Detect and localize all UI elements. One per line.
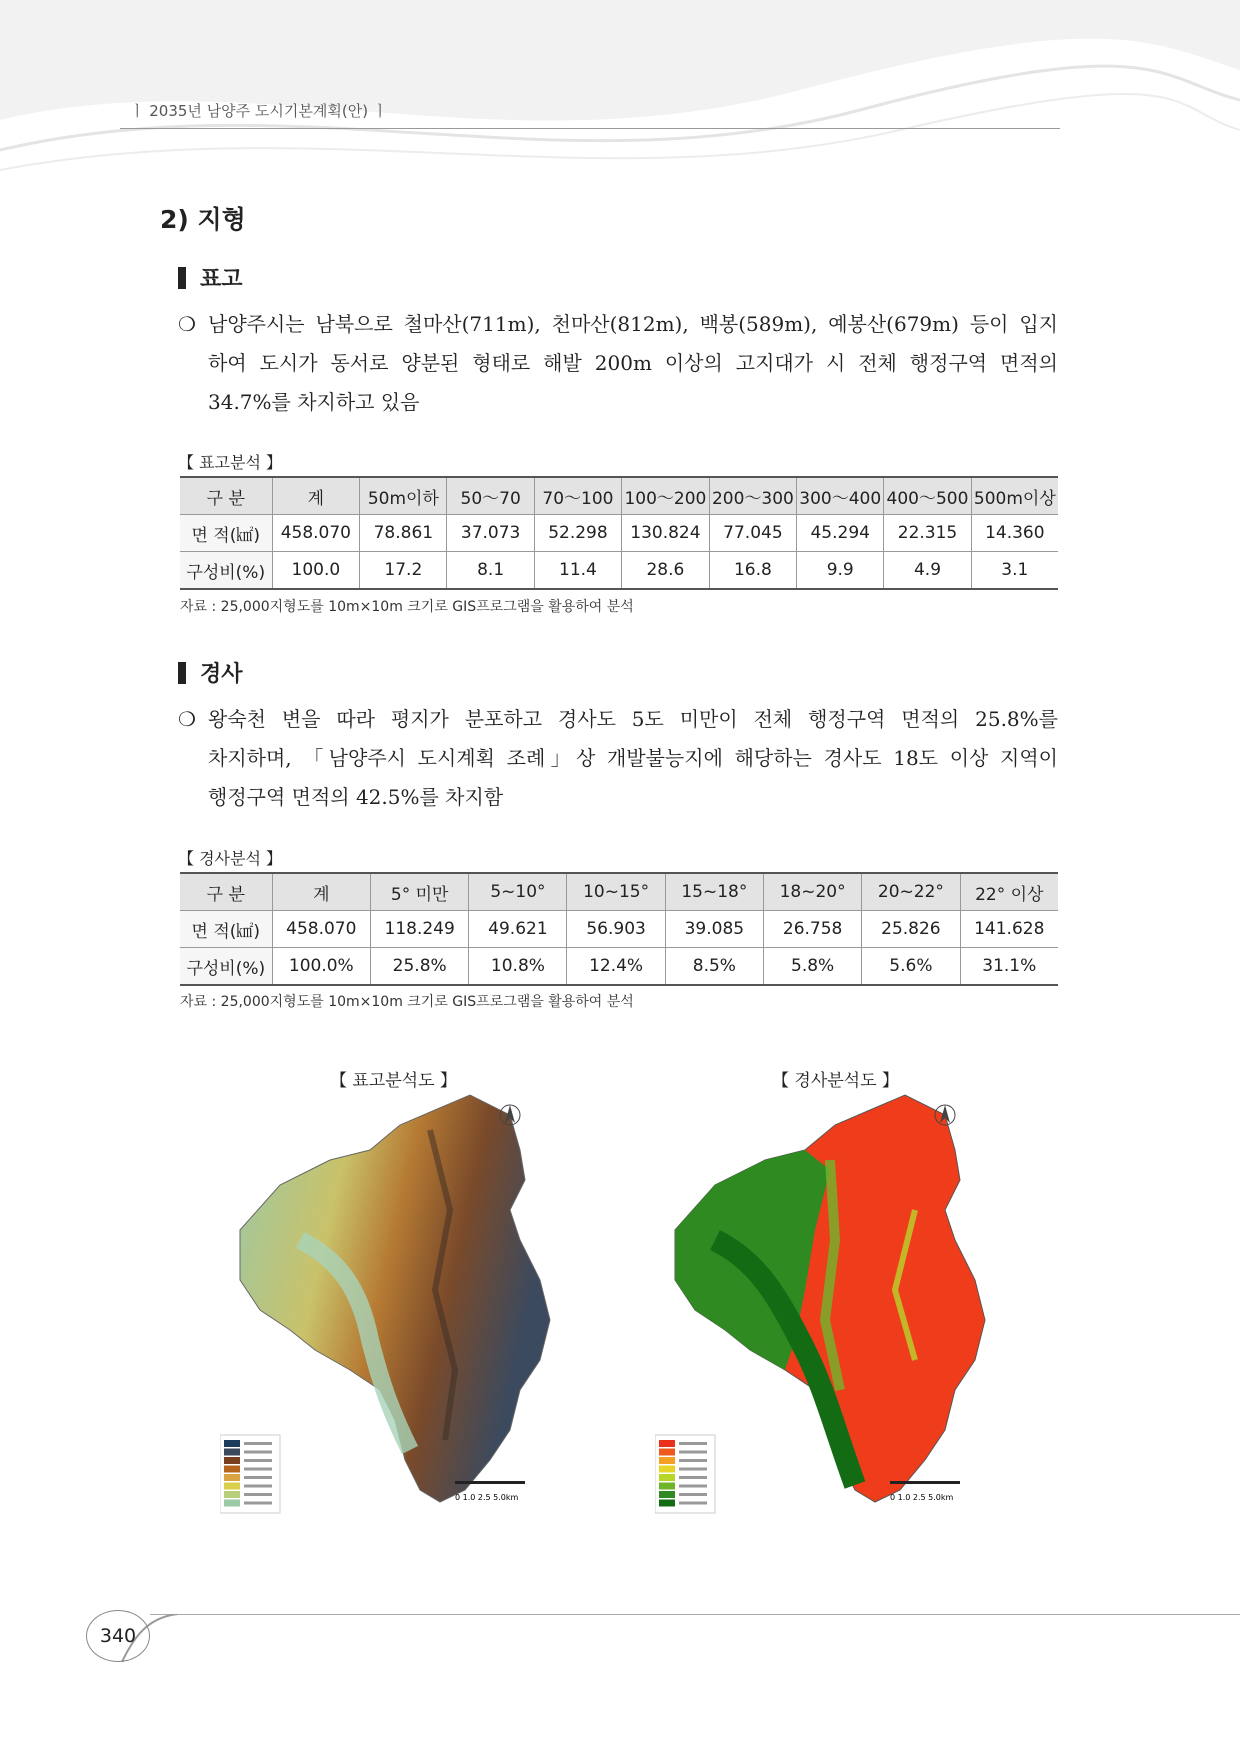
table-cell: 52.298 <box>534 515 621 552</box>
legend-label-placeholder <box>244 1502 272 1505</box>
table-cell: 100.0 <box>272 552 360 590</box>
table-header-cell: 50～70 <box>447 477 534 515</box>
table-cell: 3.1 <box>971 552 1058 590</box>
legend-swatch <box>224 1500 240 1507</box>
table-row-header: 면 적(㎢) <box>180 911 272 948</box>
table-header-row <box>180 873 1058 911</box>
table-cell: 17.2 <box>360 552 447 590</box>
table-cell: 28.6 <box>622 552 710 590</box>
legend-swatch <box>224 1457 240 1464</box>
legend-swatch <box>659 1449 675 1456</box>
legend-swatch <box>224 1491 240 1498</box>
bullet-circle-icon: ❍ <box>178 707 196 731</box>
elevation-table-source: 자료 : 25,000지형도를 10m×10m 크기로 GIS프로그램을 활용하여 분석 <box>180 599 634 615</box>
table-row-header: 면 적(㎢) <box>180 515 272 552</box>
table-header-cell: 300～400 <box>797 477 884 515</box>
legend-swatch <box>659 1500 675 1507</box>
heading-bar-icon <box>178 662 186 684</box>
paragraph-line: 행정구역 면적의 42.5%를 차지함 <box>208 785 504 809</box>
table-header-cell: 5° 미만 <box>370 873 468 911</box>
scale-bar-label: 0 1.0 2.5 5.0km <box>890 1493 954 1502</box>
table-cell: 22.315 <box>884 515 971 552</box>
table-header-cell: 70～100 <box>534 477 621 515</box>
table-header-cell: 5~10° <box>469 873 567 911</box>
table-cell: 39.085 <box>665 911 763 948</box>
legend-label-placeholder <box>679 1451 707 1454</box>
elevation-map-title: 【 표고분석도 】 <box>330 1071 457 1091</box>
slope-heading-text: 경사 <box>200 662 243 687</box>
page-number: 340 <box>86 1610 150 1662</box>
legend-swatch <box>659 1491 675 1498</box>
legend-label-placeholder <box>244 1459 272 1462</box>
legend-label-placeholder <box>679 1459 707 1462</box>
paragraph-line: 34.7%를 차지하고 있음 <box>208 390 420 414</box>
table-header-cell: 10~15° <box>567 873 665 911</box>
table-header-cell: 18~20° <box>763 873 861 911</box>
footer-divider <box>150 1614 1240 1615</box>
table-cell: 458.070 <box>272 515 360 552</box>
table-cell: 25.8% <box>370 948 468 986</box>
legend-label-placeholder <box>679 1493 707 1496</box>
legend-label-placeholder <box>244 1493 272 1496</box>
table-cell: 118.249 <box>370 911 468 948</box>
table-header-cell: 100～200 <box>622 477 710 515</box>
table-cell: 31.1% <box>960 948 1058 986</box>
table-header-cell: 50m이하 <box>360 477 447 515</box>
legend-swatch <box>224 1474 240 1481</box>
table-cell: 45.294 <box>797 515 884 552</box>
legend-label-placeholder <box>244 1468 272 1471</box>
legend-label-placeholder <box>679 1476 707 1479</box>
bullet-circle-icon: ❍ <box>178 312 196 336</box>
slope-legend <box>655 1435 715 1513</box>
paragraph-line: 하여 도시가 동서로 양분된 형태로 해발 200m 이상의 고지대가 시 전체 행정구역 면적의 <box>208 351 1058 375</box>
table-cell: 11.4 <box>534 552 621 590</box>
legend-swatch <box>224 1440 240 1447</box>
slope-map-title: 【 경사분석도 】 <box>772 1071 899 1091</box>
elevation-legend <box>220 1435 280 1513</box>
section-title: 2) 지형 <box>160 205 246 234</box>
paragraph-line: 차지하며, 「남양주시 도시계획 조례」상 개발불능지에 해당하는 경사도 18도 이상 지역이 <box>208 746 1058 770</box>
table-header-cell: 200～300 <box>709 477 796 515</box>
table-header-cell: 구 분 <box>180 873 272 911</box>
elevation-table-caption: 【 표고분석 】 <box>178 453 282 472</box>
legend-label-placeholder <box>244 1451 272 1454</box>
table-cell: 16.8 <box>709 552 796 590</box>
slope-map <box>655 1090 1045 1520</box>
slope-heading <box>178 657 243 688</box>
table-row-header: 구성비(%) <box>180 552 272 590</box>
table-row <box>180 948 1058 986</box>
table-cell: 5.8% <box>763 948 861 986</box>
table-row <box>180 552 1058 590</box>
table-cell: 458.070 <box>272 911 370 948</box>
legend-label-placeholder <box>679 1442 707 1445</box>
elevation-map <box>220 1090 610 1520</box>
legend-label-placeholder <box>679 1485 707 1488</box>
elevation-paragraph <box>178 305 1058 422</box>
table-cell: 130.824 <box>622 515 710 552</box>
table-cell: 25.826 <box>862 911 960 948</box>
elevation-heading-text: 표고 <box>200 267 243 292</box>
table-row <box>180 515 1058 552</box>
slope-table-source: 자료 : 25,000지형도를 10m×10m 크기로 GIS프로그램을 활용하여 분석 <box>180 994 634 1010</box>
heading-bar-icon <box>178 267 186 289</box>
legend-swatch <box>224 1449 240 1456</box>
table-header-cell: 계 <box>272 873 370 911</box>
slope-paragraph <box>178 700 1058 817</box>
table-cell: 49.621 <box>469 911 567 948</box>
legend-swatch <box>659 1483 675 1490</box>
legend-label-placeholder <box>244 1485 272 1488</box>
legend-label-placeholder <box>679 1502 707 1505</box>
table-cell: 4.9 <box>884 552 971 590</box>
table-header-cell: 20~22° <box>862 873 960 911</box>
table-cell: 14.360 <box>971 515 1058 552</box>
table-row <box>180 911 1058 948</box>
legend-swatch <box>224 1466 240 1473</box>
legend-label-placeholder <box>244 1476 272 1479</box>
table-cell: 26.758 <box>763 911 861 948</box>
table-cell: 10.8% <box>469 948 567 986</box>
legend-label-placeholder <box>679 1468 707 1471</box>
table-row-header: 구성비(%) <box>180 948 272 986</box>
legend-swatch <box>659 1466 675 1473</box>
table-cell: 37.073 <box>447 515 534 552</box>
table-cell: 141.628 <box>960 911 1058 948</box>
table-cell: 12.4% <box>567 948 665 986</box>
table-cell: 100.0% <box>272 948 370 986</box>
table-cell: 56.903 <box>567 911 665 948</box>
legend-label-placeholder <box>244 1442 272 1445</box>
table-header-cell: 22° 이상 <box>960 873 1058 911</box>
running-header: ㅣ 2035년 남양주 도시기본계획(안) ㅣ <box>130 102 388 120</box>
table-header-cell: 400～500 <box>884 477 971 515</box>
legend-swatch <box>659 1474 675 1481</box>
table-header-row <box>180 477 1058 515</box>
legend-swatch <box>224 1483 240 1490</box>
table-header-cell: 15~18° <box>665 873 763 911</box>
table-cell: 5.6% <box>862 948 960 986</box>
elevation-heading <box>178 262 243 293</box>
table-header-cell: 계 <box>272 477 360 515</box>
legend-swatch <box>659 1457 675 1464</box>
table-cell: 77.045 <box>709 515 796 552</box>
table-cell: 78.861 <box>360 515 447 552</box>
paragraph-line: 남양주시는 남북으로 철마산(711m), 천마산(812m), 백봉(589m), 예봉산(679m) 등이 입지 <box>208 312 1058 336</box>
slope-table-caption: 【 경사분석 】 <box>178 849 282 868</box>
elevation-table <box>180 476 1058 590</box>
table-header-cell: 500m이상 <box>971 477 1058 515</box>
slope-table <box>180 872 1058 986</box>
paragraph-line: 왕숙천 변을 따라 평지가 분포하고 경사도 5도 미만이 전체 행정구역 면적의 25.8%를 <box>208 707 1058 731</box>
table-cell: 8.1 <box>447 552 534 590</box>
table-cell: 8.5% <box>665 948 763 986</box>
table-header-cell: 구 분 <box>180 477 272 515</box>
header-divider <box>120 128 1060 129</box>
scale-bar-label: 0 1.0 2.5 5.0km <box>455 1493 519 1502</box>
table-cell: 9.9 <box>797 552 884 590</box>
legend-swatch <box>659 1440 675 1447</box>
